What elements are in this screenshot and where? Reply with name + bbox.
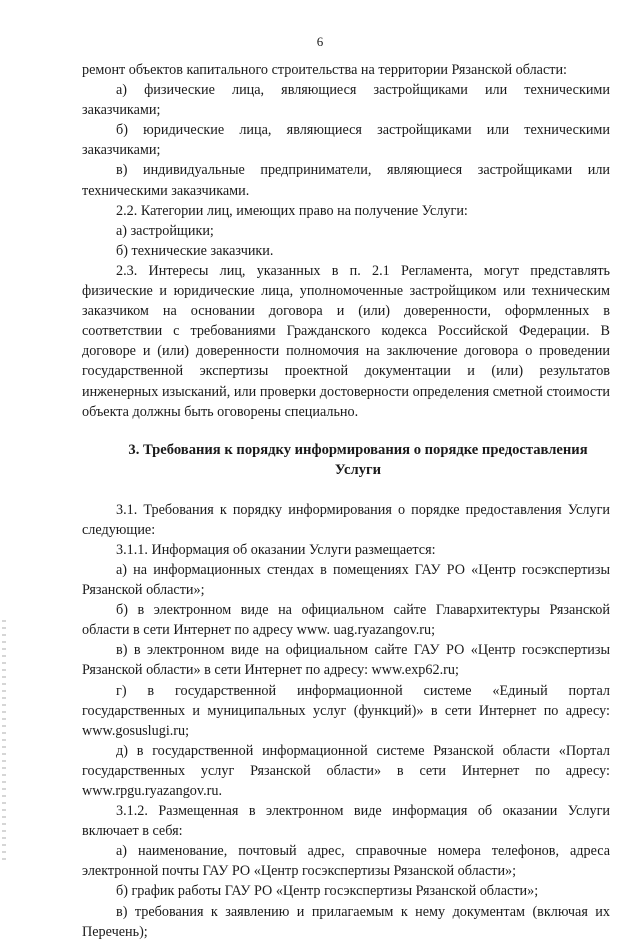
paragraph: 2.2. Категории лиц, имеющих право на получение Услуги: — [116, 202, 468, 219]
paragraph: 3.1.2. Размещенная в электронном виде информация об оказании Услуги включает в себя: — [82, 803, 610, 840]
paragraph: ремонт объектов капитального строительства на территории Рязанской области: — [82, 62, 567, 78]
paragraph: б) график работы ГАУ РО «Центр госэкспертизы Рязанской области»; — [116, 883, 539, 900]
scan-edge-marks — [2, 620, 6, 860]
paragraph: б) технические заказчики. — [116, 242, 274, 259]
paragraph: 3.1.1. Информация об оказании Услуги размещается: — [116, 541, 436, 558]
paragraph: г) в государственной информационной системе «Единый портал государственных и муниципальных услуг (функций)» в сети Интернет по адресу: www.gosuslugi.ru; — [82, 682, 610, 739]
paragraph: б) в электронном виде на официальном сайте Главархитектуры Рязанской области в сети Интернет по адресу www. uag.ryazangov.ru; — [82, 602, 610, 639]
paragraph: в) в электронном виде на официальном сайте ГАУ РО «Центр госэкспертизы Рязанской области» в сети Интернет по адресу: www.exp62.ru; — [82, 642, 610, 679]
paragraph: а) застройщики; — [116, 222, 214, 239]
paragraph: а) на информационных стендах в помещениях ГАУ РО «Центр госэкспертизы Рязанской области»; — [82, 561, 610, 599]
section-heading: 3. Требования к порядку информирования о порядке предоставления Услуги — [128, 441, 588, 478]
paragraph: а) физические лица, являющиеся застройщиками или техническими заказчиками; — [82, 82, 610, 119]
document-body — [82, 60, 610, 942]
paragraph: в) индивидуальные предприниматели, являющиеся застройщиками или техническими заказчиками. — [82, 162, 610, 199]
paragraph: 2.3. Интересы лиц, указанных в п. 2.1 Регламента, могут представлять физические и юридические лица, уполномоченные застройщиком или техническим заказчиком на основании договора и (или) доверенности, оформленных в соответствии с требованиями Гражданского кодекса Российской Федерации. В договоре и (или) доверенности полномочия на заключение договора о проведении государственной экспертизы проектной документации и (или) результатов инженерных изысканий, или проверки достоверности определения сметной стоимости объекта должны быть оговорены специально. — [82, 262, 610, 420]
paragraph: д) в государственной информационной системе Рязанской области «Портал государственных услуг Рязанской области» в сети Интернет по адресу: www.rpgu.ryazangov.ru. — [82, 742, 610, 799]
paragraph: 3.1. Требования к порядку информирования о порядке предоставления Услуги следующие: — [82, 501, 610, 538]
paragraph: б) юридические лица, являющиеся застройщиками или техническими заказчиками; — [82, 122, 610, 159]
paragraph: а) наименование, почтовый адрес, справочные номера телефонов, адреса электронной почты ГАУ РО «Центр госэкспертизы Рязанской области»; — [82, 843, 610, 880]
page-number: 6 — [316, 34, 324, 49]
paragraph: в) требования к заявлению и прилагаемым к нему документам (включая их Перечень); — [82, 903, 610, 940]
